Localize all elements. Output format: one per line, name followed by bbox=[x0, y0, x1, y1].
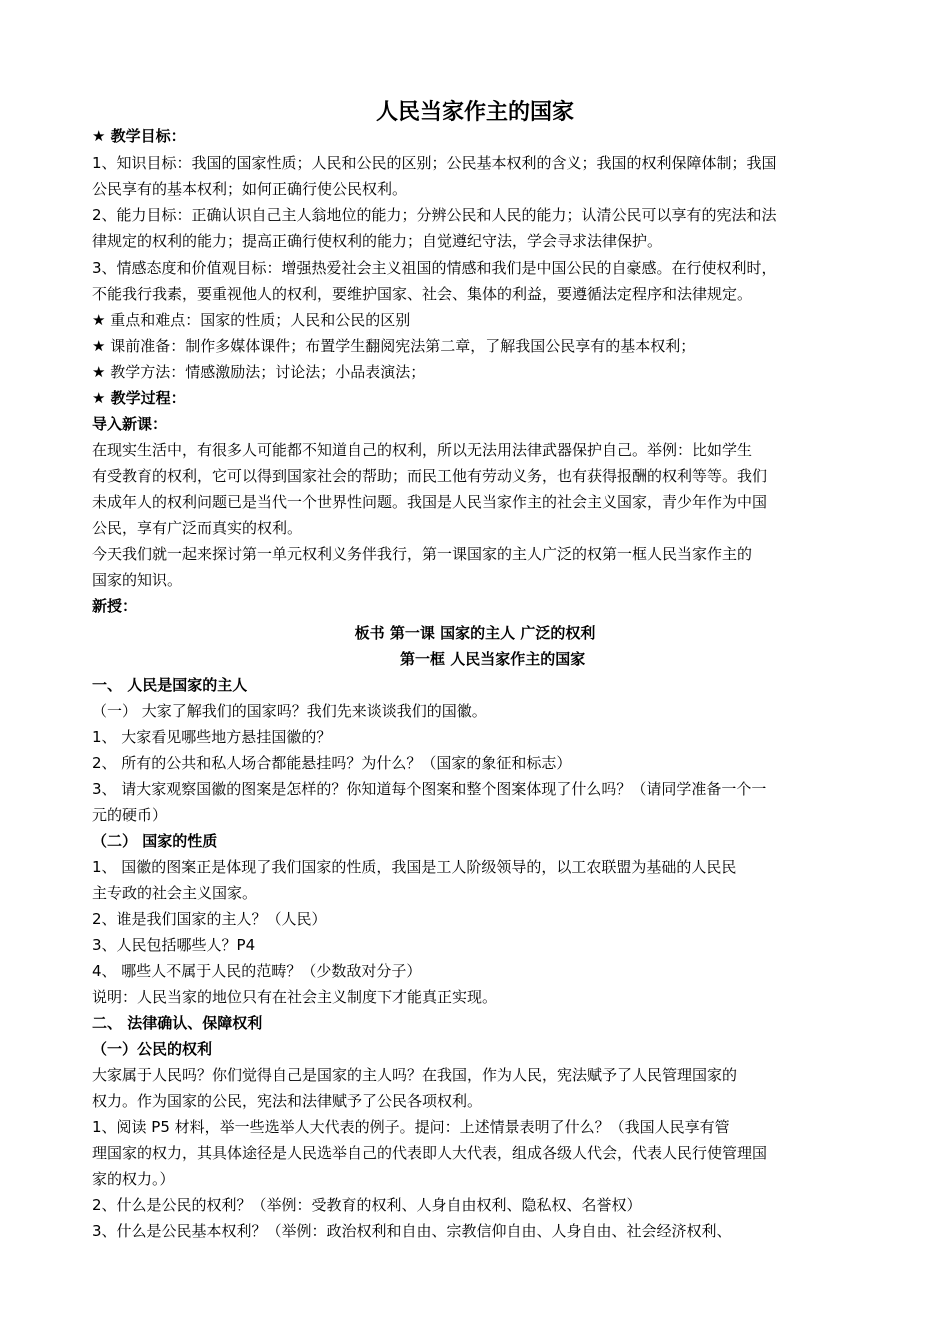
list-item: 2、什么是公民的权利？（举例：受教育的权利、人身自由权利、隐私权、名誉权） bbox=[92, 1196, 642, 1214]
paragraph-line: 国家的知识。 bbox=[92, 571, 183, 589]
part-two-heading: 二、 法律确认、保障权利 bbox=[92, 1014, 263, 1032]
paragraph-line: 公民享有的基本权利；如何正确行使公民权利。 bbox=[92, 180, 408, 198]
part-one-heading: 一、 人民是国家的主人 bbox=[92, 676, 248, 694]
paragraph-line: 公民，享有广泛而真实的权利。 bbox=[92, 519, 303, 537]
paragraph-line: 主专政的社会主义国家。 bbox=[92, 884, 258, 902]
paragraph-line: 大家属于人民吗？你们觉得自己是国家的主人吗？在我国，作为人民，宪法赋予了人民管理国家的 bbox=[92, 1066, 738, 1084]
section-heading-key-points: ★ 重点和难点：国家的性质；人民和公民的区别 bbox=[92, 311, 411, 329]
paragraph-line: 今天我们就一起来探讨第一单元权利义务伴我行，第一课国家的主人广泛的权第一框人民当家作主的 bbox=[92, 545, 753, 563]
section-heading-goals: ★ 教学目标： bbox=[92, 127, 186, 145]
board-heading: 板书 第一课 国家的主人 广泛的权利 bbox=[354, 624, 596, 642]
list-item: 4、 哪些人不属于人民的范畴？（少数敌对分子） bbox=[92, 962, 422, 980]
document-title: 人民当家作主的国家 bbox=[375, 100, 574, 125]
subsection-two-heading: （二） 国家的性质 bbox=[92, 832, 218, 850]
section-heading-preparation: ★ 课前准备：制作多媒体课件；布置学生翻阅宪法第二章，了解我国公民享有的基本权利； bbox=[92, 337, 696, 355]
paragraph-line: 不能我行我素，要重视他人的权利，要维护国家、社会、集体的利益，要遵循法定程序和法律规定。 bbox=[92, 285, 753, 303]
section-heading-process: ★ 教学过程： bbox=[92, 389, 186, 407]
paragraph-line: 律规定的权利的能力；提高正确行使权利的能力；自觉遵纪守法，学会寻求法律保护。 bbox=[92, 232, 663, 250]
paragraph-line: 3、情感态度和价值观目标：增强热爱社会主义祖国的情感和我们是中国公民的自豪感。在行使权利时， bbox=[92, 259, 777, 277]
section-heading-new-lesson: 新授： bbox=[92, 597, 138, 615]
section-heading-intro: 导入新课： bbox=[92, 415, 168, 433]
section-heading-methods: ★ 教学方法：情感激励法；讨论法；小品表演法； bbox=[92, 363, 426, 381]
list-item: 3、 请大家观察国徽的图案是怎样的？你知道每个图案和整个图案体现了什么吗？（请同学准备一个一 bbox=[92, 780, 767, 798]
list-item: 3、人民包括哪些人？P4 bbox=[92, 936, 256, 954]
list-item: 2、谁是我们国家的主人？（人民） bbox=[92, 910, 327, 928]
list-item: 1、 国徽的图案正是体现了我们国家的性质，我国是工人阶级领导的，以工农联盟为基础的人民民 bbox=[92, 858, 737, 876]
paragraph-line: 未成年人的权利问题已是当代一个世界性问题。我国是人民当家作主的社会主义国家，青少年作为中国 bbox=[92, 493, 768, 511]
paragraph-line: 权力。作为国家的公民，宪法和法律赋予了公民各项权利。 bbox=[92, 1092, 483, 1110]
list-item: 2、 所有的公共和私人场合都能悬挂吗？为什么？（国家的象征和标志） bbox=[92, 754, 572, 772]
paragraph-line: 有受教育的权利，它可以得到国家社会的帮助；而民工他有劳动义务，也有获得报酬的权利等等。我们 bbox=[92, 467, 768, 485]
subsection-rights-heading: （一）公民的权利 bbox=[92, 1040, 213, 1058]
paragraph-line: 元的硬币） bbox=[92, 806, 168, 824]
list-item: 1、 大家看见哪些地方悬挂国徽的？ bbox=[92, 728, 332, 746]
paragraph-line: 理国家的权力，其具体途径是人民选举自己的代表即人大代表，组成各级人代会，代表人民行使管理国 bbox=[92, 1144, 768, 1162]
board-subheading: 第一框 人民当家作主的国家 bbox=[400, 650, 586, 668]
subsection-one-heading: （一） 大家了解我们的国家吗？我们先来谈谈我们的国徽。 bbox=[92, 702, 487, 720]
paragraph-line: 2、能力目标：正确认识自己主人翁地位的能力；分辨公民和人民的能力；认清公民可以享有的宪法和法 bbox=[92, 206, 777, 224]
list-item: 3、什么是公民基本权利？（举例：政治权利和自由、宗教信仰自由、人身自由、社会经济权利、 bbox=[92, 1222, 732, 1240]
list-item: 1、阅读 P5 材料，举一些选举人大代表的例子。提问：上述情景表明了什么？（我国人民享有管 bbox=[92, 1118, 730, 1136]
paragraph-line: 家的权力。） bbox=[92, 1170, 175, 1188]
paragraph-line: 1、知识目标：我国的国家性质；人民和公民的区别；公民基本权利的含义；我国的权利保障体制；我国 bbox=[92, 154, 777, 172]
note-line: 说明：人民当家的地位只有在社会主义制度下才能真正实现。 bbox=[92, 988, 498, 1006]
paragraph-line: 在现实生活中，有很多人可能都不知道自己的权利，所以无法用法律武器保护自己。举例：比如学生 bbox=[92, 441, 753, 459]
